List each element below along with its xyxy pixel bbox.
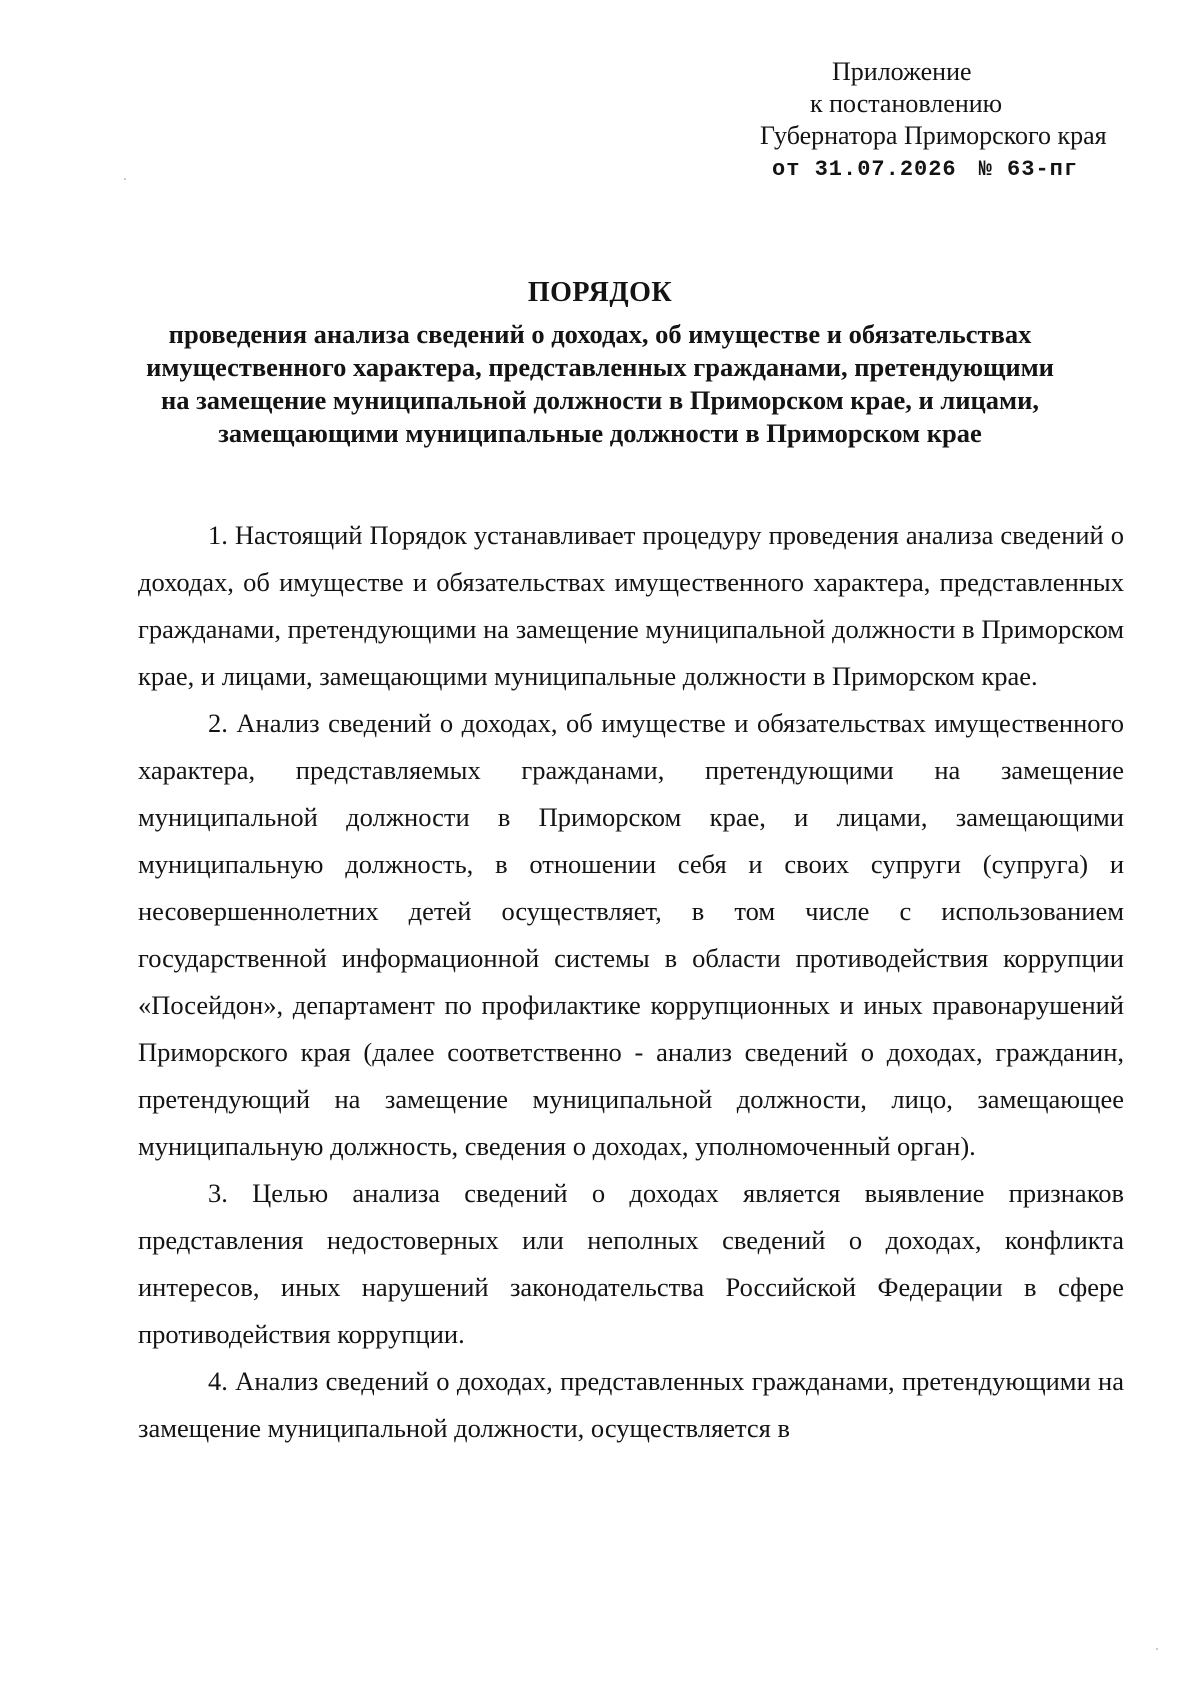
paragraph-2: 2. Анализ сведений о доходах, об имуществе и обязательствах имущественного характера, представляемых гражданами, претендующими на замещение муниципальной должности в Приморском крае, и лицами, замещающими муниципальную должность, в отношении себя и своих супруги (супруга) и несовершеннолетних детей осуществляет, в том числе с использованием государственной информационной системы в области противодействия коррупции «Посейдон», департамент по профилактике коррупционных и иных правонарушений Приморского края (далее соответственно - анализ сведений о доходах, гражданин, претендующий на замещение муниципальной должности, лицо, замещающее муниципальную должность, сведения о доходах, уполномоченный орган). bbox=[138, 708, 1124, 1161]
document-title: ПОРЯДОК bbox=[527, 277, 673, 308]
appendix-block bbox=[720, 56, 1160, 186]
resolution-number: № 63-пг bbox=[978, 157, 1079, 182]
appendix-resolution-ref: к постановлению bbox=[810, 89, 1003, 118]
scan-speck bbox=[1156, 1648, 1158, 1650]
appendix-label: Приложение bbox=[832, 57, 972, 86]
paragraph-1: 1. Настоящий Порядок устанавливает процедуру проведения анализа сведений о доходах, об имуществе и обязательствах имущественного характера, представленных гражданами, претендующими на замещение муниципальной должности в Приморском крае, и лицами, замещающими муниципальные должности в Приморском крае. bbox=[138, 520, 1124, 691]
appendix-authority: Губернатора Приморского края bbox=[760, 121, 1107, 150]
paragraph-3: 3. Целью анализа сведений о доходах является выявление признаков представления недостоверных или неполных сведений о доходах, конфликта интересов, иных нарушений законодательства Российской Федерации в сфере противодействия коррупции. bbox=[138, 1178, 1124, 1349]
appendix-date-number bbox=[720, 154, 1160, 186]
resolution-date: от 31.07.2026 bbox=[772, 157, 957, 182]
document-subtitle: проведения анализа сведений о доходах, об имуществе и обязательствах имущественного характера, представленных гражданами, претендующими на замещение муниципальной должности в Приморском крае, и лицами, замещающими муниципальные должности в Приморском крае bbox=[146, 319, 1054, 448]
document-body bbox=[138, 512, 1124, 1452]
scan-speck bbox=[124, 178, 126, 180]
paragraph-4: 4. Анализ сведений о доходах, представленных гражданами, претендующими на замещение муниципальной должности, осуществляется в bbox=[138, 1366, 1124, 1443]
